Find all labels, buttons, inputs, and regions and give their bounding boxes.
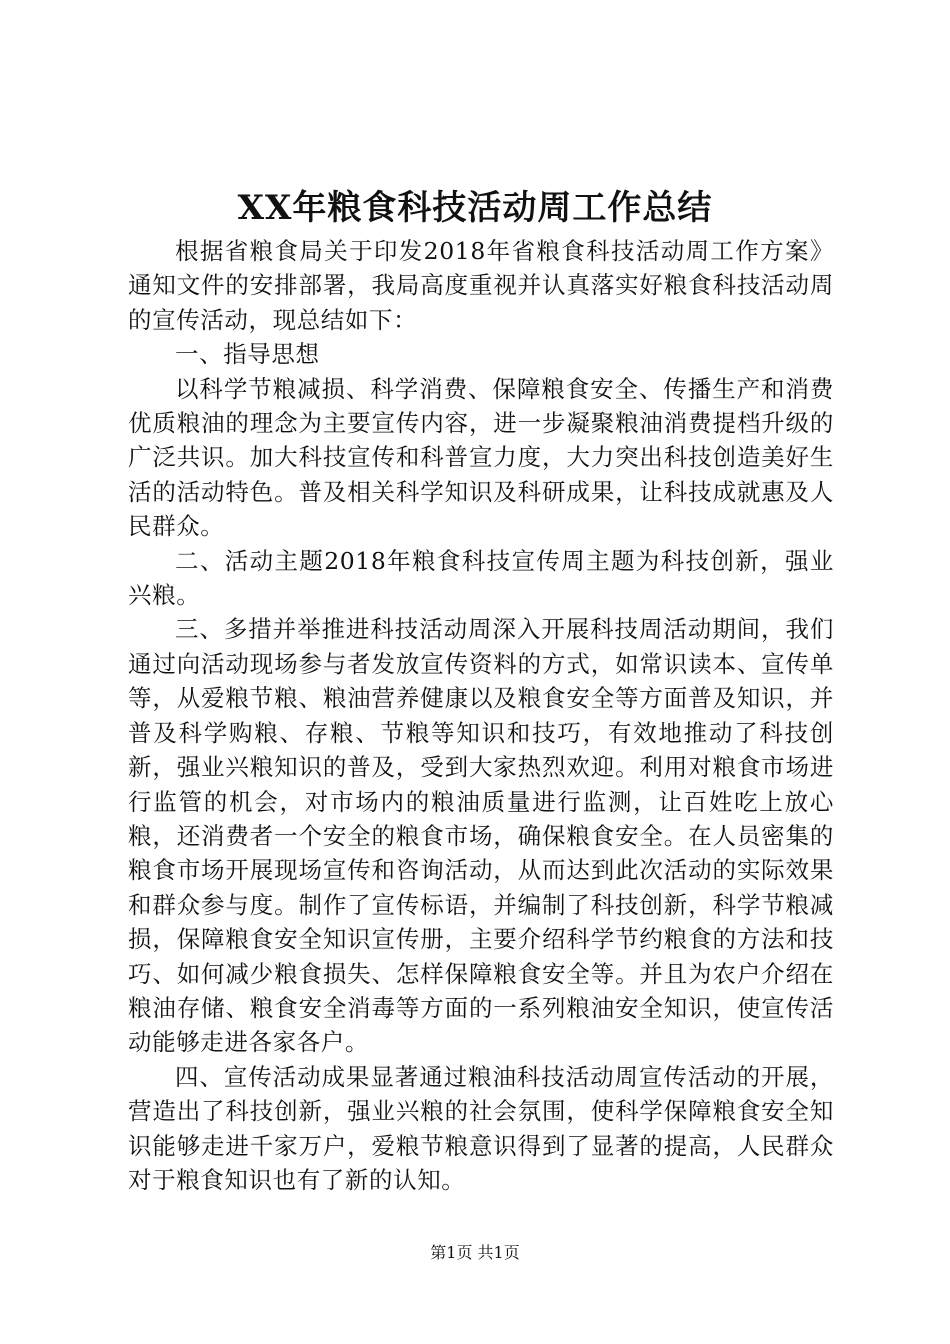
activity-theme-paragraph: 二、活动主题2018年粮食科技宣传周主题为科技创新，强业兴粮。 [128, 546, 834, 610]
measures-paragraph: 三、多措并举推进科技活动周深入开展科技周活动期间，我们通过向活动现场参与者发放宣传资料的方式，如常识读本、宣传单等，从爱粮节粮、粮油营养健康以及粮食安全等方面普及知识，并普及科学购粮、存粮、节粮等知识和技巧，有效地推动了科技创新，强业兴粮知识的普及，受到大家热烈欢迎。利用对粮食市场进行监管的机会，对市场内的粮油质量进行监测，让百姓吃上放心粮，还消费者一个安全的粮食市场，确保粮食安全。在人员密集的粮食市场开展现场宣传和咨询活动，从而达到此次活动的实际效果和群众参与度。制作了宣传标语，并编制了科技创新，科学节粮减损，保障粮食安全知识宣传册，主要介绍科学节约粮食的方法和技巧、如何减少粮食损失、怎样保障粮食安全等。并且为农户介绍在粮油存储、粮食安全消毒等方面的一系列粮油安全知识，使宣传活动能够走进各家各户。 [128, 615, 834, 1057]
guiding-thought-paragraph: 以科学节粮减损、科学消费、保障粮食安全、传播生产和消费优质粮油的理念为主要宣传内容，进一步凝聚粮油消费提档升级的广泛共识。加大科技宣传和科普宣力度，大力突出科技创造美好生活的活动特色。普及相关科学知识及科研成果，让科技成就惠及人民群众。 [128, 374, 834, 541]
document-body [128, 234, 834, 1197]
section-heading-guiding-thought: 一、指导思想 [175, 340, 320, 369]
intro-paragraph: 根据省粮食局关于印发2018年省粮食科技活动周工作方案》通知文件的安排部署，我局高度重视并认真落实好粮食科技活动周的宣传活动，现总结如下： [128, 237, 834, 334]
results-paragraph: 四、宣传活动成果显著通过粮油科技活动周宣传活动的开展，营造出了科技创新，强业兴粮的社会氛围，使科学保障粮食安全知识能够走进千家万户，爱粮节粮意识得到了显著的提高，人民群众对于粮食知识也有了新的认知。 [128, 1062, 834, 1194]
document-title: XX年粮食科技活动周工作总结 [237, 188, 713, 228]
page-footer: 第1页 共1页 [430, 1243, 520, 1262]
